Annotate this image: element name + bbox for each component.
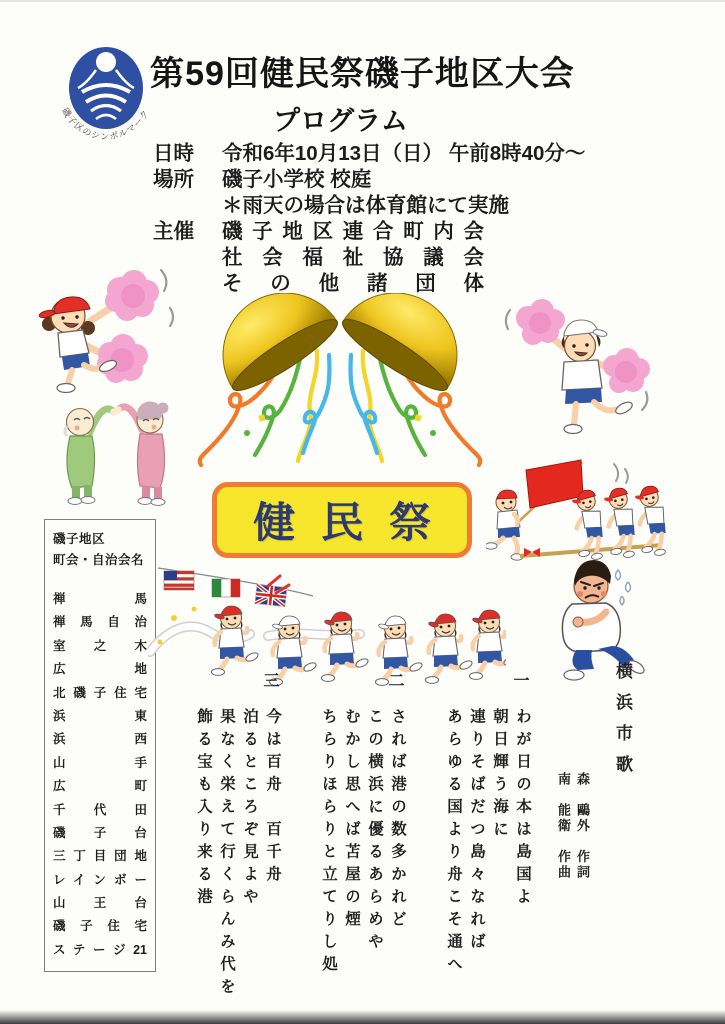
association-box-title-1: 磯子地区 <box>53 532 106 546</box>
association-name: 広町 <box>53 779 147 794</box>
verse-line: むかし思へば苫屋の煙 <box>343 708 360 933</box>
place-value: 磯子小学校 校庭 <box>222 168 372 191</box>
info-row-organizer-1 <box>153 219 623 245</box>
scan-edge-bottom <box>0 1010 725 1024</box>
banner-text: 健民祭 <box>252 499 457 546</box>
verse-line: わが日の本は島国よ <box>514 708 531 911</box>
verse-line: されば港の数多かれど <box>389 708 406 933</box>
page-subtitle: プログラム <box>273 106 408 136</box>
association-box-title-2: 町会・自治会名 <box>53 553 145 567</box>
association-name: 山王台 <box>53 896 147 911</box>
association-name: 千代田 <box>53 802 147 817</box>
association-name: 北磯子住宅 <box>53 685 147 700</box>
verse-number: 二 <box>386 672 403 688</box>
association-list <box>53 588 147 962</box>
stretching-elderly-couple-illustration <box>46 386 181 506</box>
song-credit-lyricist: 森 鷗外 作詞 <box>575 772 590 881</box>
verse-line: 果なく栄えて行くらんみ代を <box>218 708 235 1001</box>
kenminsai-banner <box>212 482 472 558</box>
association-name: 室之木 <box>53 638 147 653</box>
organizer-label: 主催 <box>153 220 194 243</box>
association-name: 禅馬自治 <box>53 615 147 630</box>
verse-line: 朝日輝う海に <box>491 708 508 843</box>
association-name: 広地 <box>53 662 147 677</box>
association-name: 三丁目団地 <box>53 849 147 864</box>
kusudama-illustration <box>195 293 485 478</box>
association-name: 磯子台 <box>53 825 147 840</box>
song-credit-composer: 南 能衛 作曲 <box>556 772 571 881</box>
association-name: レインボー <box>53 872 147 887</box>
rain-note: ＊雨天の場合は体育館にて実施 <box>222 194 509 217</box>
verse-line: あらゆる国より舟こそ通へ <box>445 708 462 978</box>
verse-line: 連りそばだつ島々なれば <box>468 708 485 956</box>
place-label: 場所 <box>153 168 194 191</box>
verse-line: この横浜に優るあらめや <box>366 708 383 956</box>
info-row-organizer-2 <box>153 245 623 271</box>
datetime-value: 令和6年10月13日（日） 午前8時40分～ <box>222 142 586 165</box>
event-info <box>153 141 623 297</box>
verse-line: 飾る宝も入り来る港 <box>195 708 212 911</box>
song-verse-1 <box>436 672 534 1017</box>
association-name: 山手 <box>53 755 147 770</box>
verse-number: 一 <box>511 672 528 688</box>
datetime-label: 日時 <box>153 142 194 165</box>
info-row-datetime <box>153 141 623 167</box>
association-box <box>44 519 156 972</box>
organizer-1: 磯子地区連合町内会 <box>222 220 484 243</box>
organizer-3: その他諸団体 <box>222 272 484 295</box>
verse-line: ちらりほらりと立てりし処 <box>320 708 337 978</box>
association-name: ステージ21 <box>53 942 147 957</box>
pompom-girl-illustration <box>20 264 182 396</box>
association-name: 浜西 <box>53 732 147 747</box>
verse-number: 三 <box>261 672 278 688</box>
association-name: 浜東 <box>53 708 147 723</box>
jogging-man-illustration <box>536 550 664 688</box>
song-verse-2 <box>311 672 409 1017</box>
info-row-place <box>153 167 623 193</box>
song-credits <box>554 772 592 922</box>
verse-line: 泊るところぞ見よや <box>241 708 258 911</box>
song-title: 横浜市歌 <box>613 662 632 786</box>
organizer-2: 社会福祉協議会 <box>222 246 484 269</box>
song-verse-3 <box>186 672 284 1017</box>
us-flag-icon <box>164 571 194 590</box>
pompom-cheer-boy-illustration <box>498 296 668 446</box>
italy-flag-icon <box>212 579 240 597</box>
association-name: 磯子住宅 <box>53 919 147 934</box>
finish-line-runners-illustration <box>148 556 506 688</box>
info-row-rain <box>153 193 623 219</box>
verse-line: 今は百舟 百千舟 <box>264 708 281 888</box>
page-title: 第59回健民祭磯子地区大会 <box>150 55 575 93</box>
logo-caption: 磯子区のシンボルマーク <box>60 106 152 142</box>
scan-edge-top <box>0 0 725 2</box>
association-name: 禅馬 <box>53 592 147 606</box>
